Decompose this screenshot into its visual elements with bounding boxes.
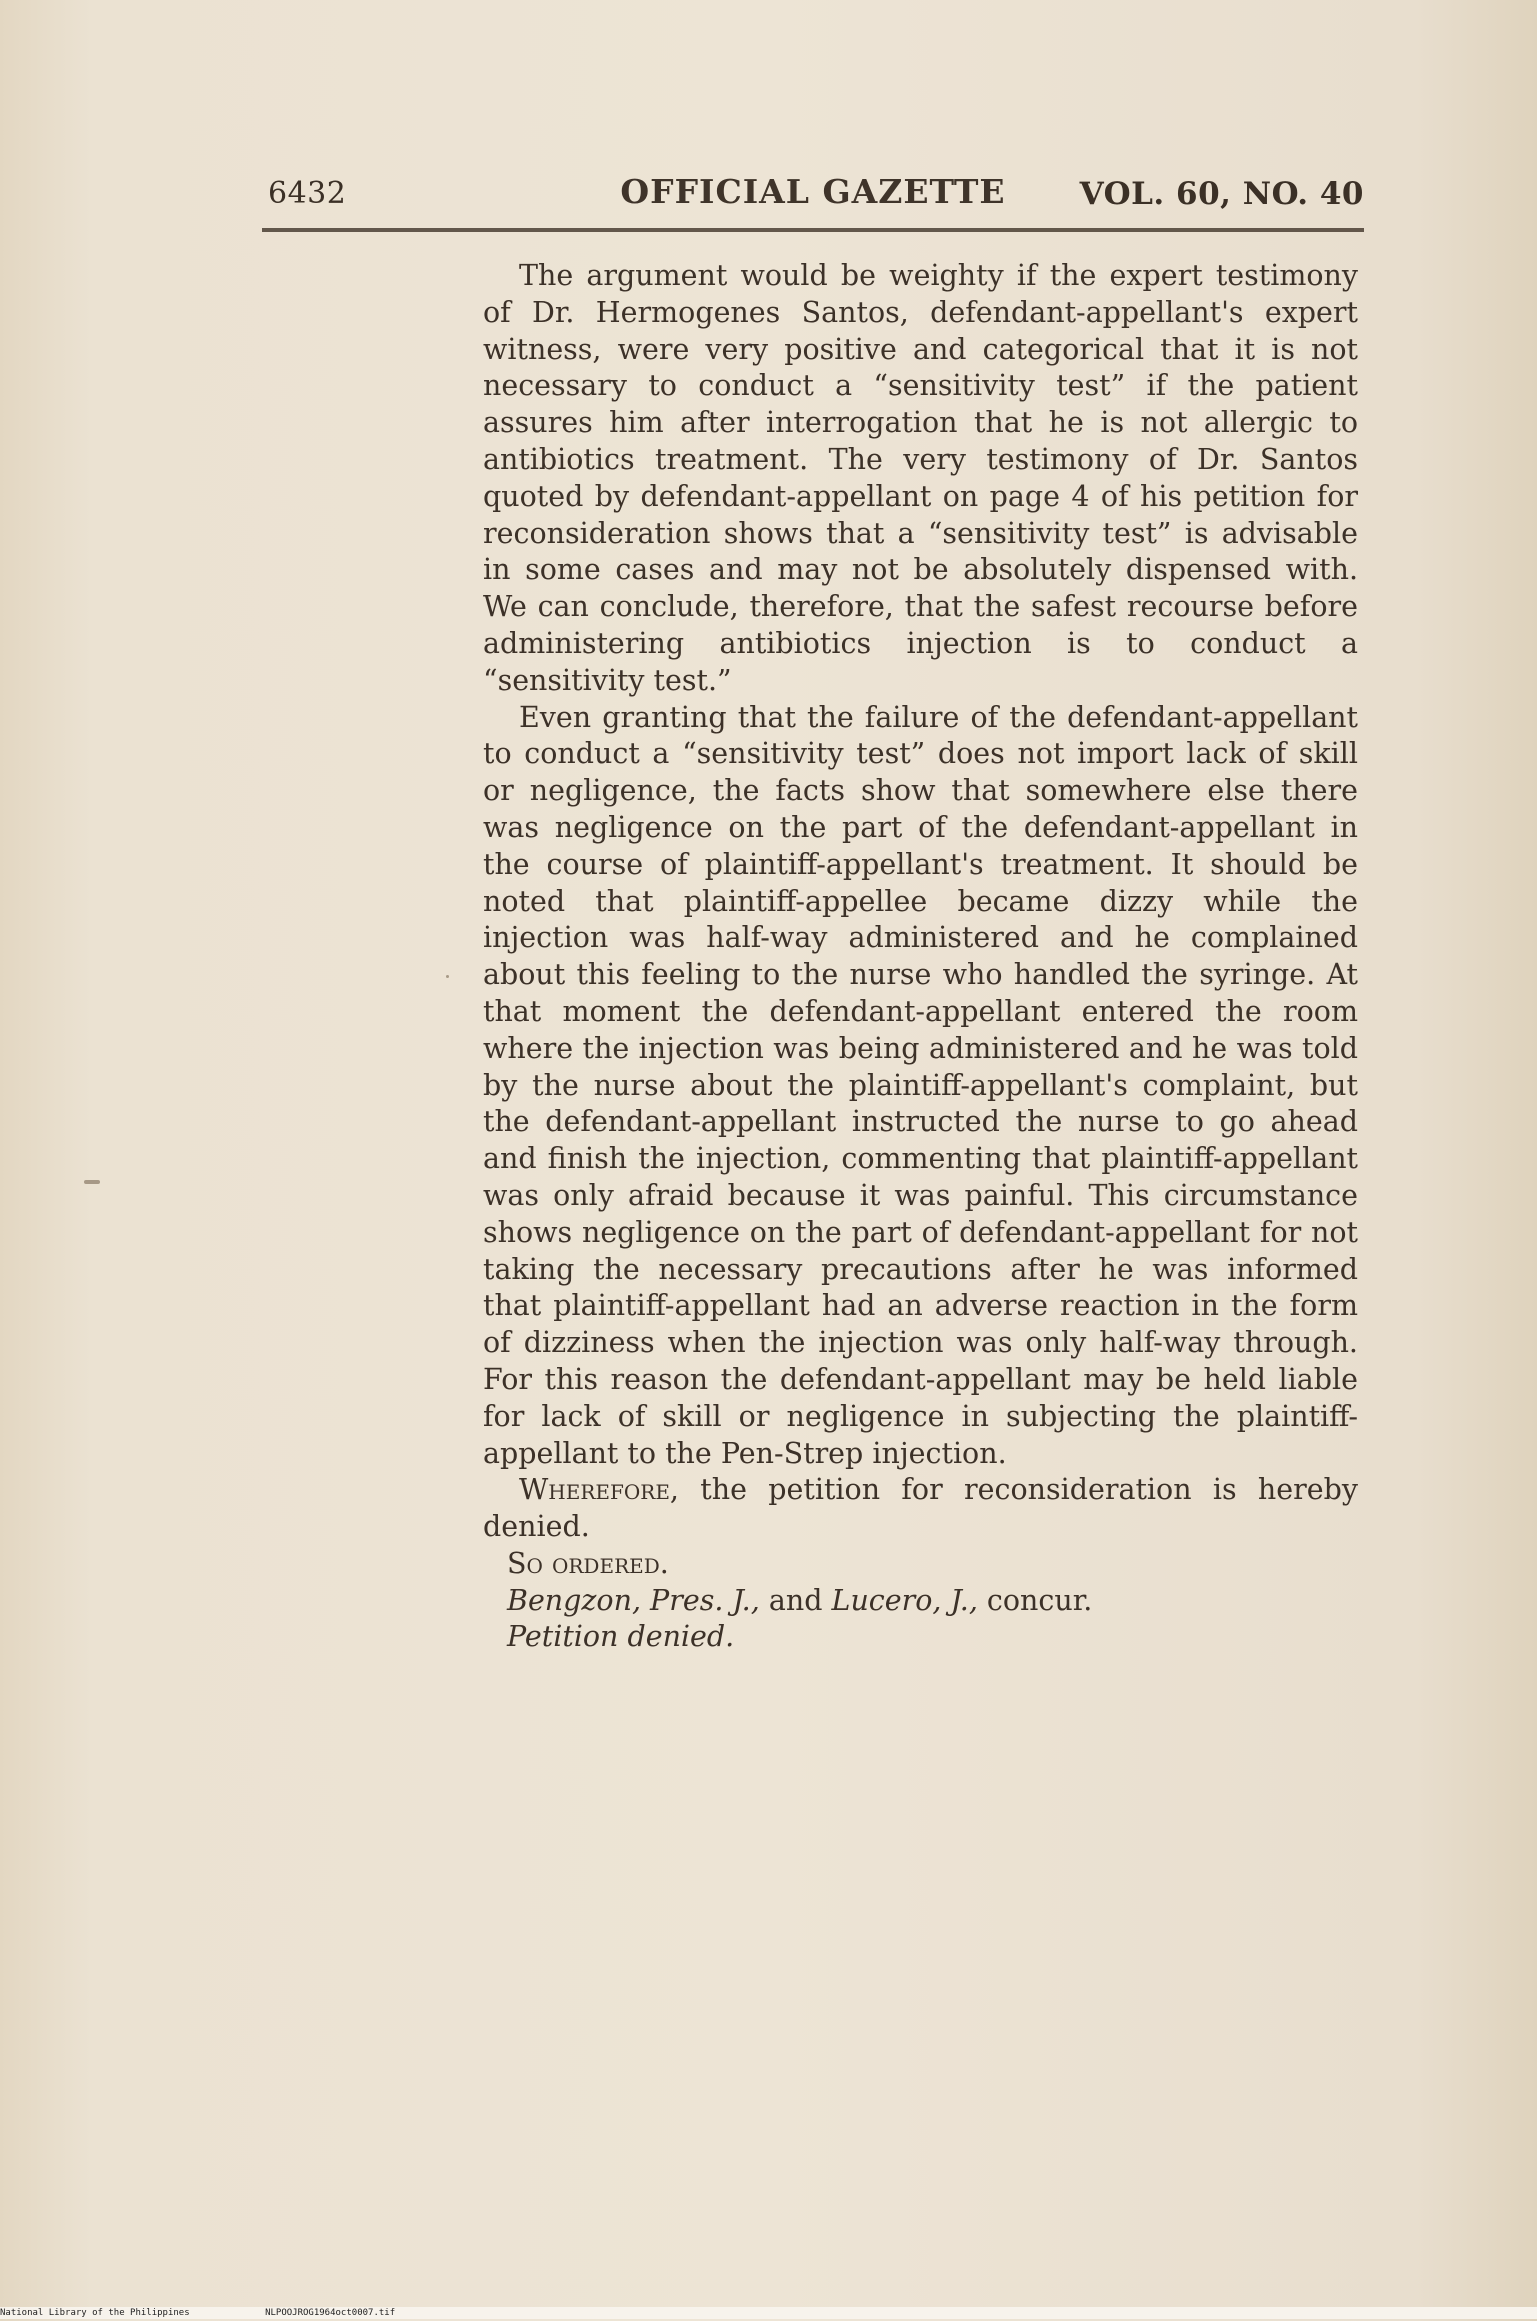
volume-number: VOL. 60, NO. 40 bbox=[1079, 176, 1364, 212]
margin-speck-small bbox=[446, 975, 449, 978]
concur-justice-1: Bengzon, Pres. J., bbox=[507, 1583, 760, 1617]
paragraph-negligence: Even granting that the failure of the defendant-appellant to conduct a “sensitivity test” does not import lack of skill or negligence, the facts show that somewhere else there was negligence on the part of the defendant-appellant in the course of plaintiff-appellant's treatment. It should be noted that plaintiff-appellee became dizzy while the injection was half-way administered and he complained about this feeling to the nurse who handled the syringe. At that moment the defendant-appellant entered the room where the injection was being administered and he was told by the nurse about the plaintiff-appellant's complaint, but the defendant-appellant instructed the nurse to go ahead and finish the injection, commenting that plaintiff-appellant was only afraid because it was painful. This circumstance shows negligence on the part of defendant-appellant for not taking the necessary precautions after he was informed that plaintiff-appellant had an adverse reaction in the form of dizziness when the injection was only half-way through. For this reason the defendant-appellant may be held liable for lack of skill or negligence in subjecting the plaintiff-appellant to the Pen-Strep injection. bbox=[483, 700, 1358, 1470]
concur-justice-2: Lucero, J., bbox=[831, 1583, 978, 1617]
wherefore-lead: Wherefore, bbox=[519, 1473, 679, 1507]
header-rule bbox=[262, 228, 1364, 232]
concurrence bbox=[483, 1583, 1358, 1620]
disposition: Petition denied. bbox=[507, 1620, 735, 1654]
so-ordered: So ordered. bbox=[507, 1546, 669, 1580]
running-title: OFFICIAL GAZETTE bbox=[620, 172, 1006, 211]
page-header bbox=[262, 172, 1364, 222]
paragraph-wherefore bbox=[483, 1472, 1358, 1546]
margin-speck bbox=[84, 1180, 100, 1184]
scan-file: NLPOOJROG1964oct0007.tif bbox=[265, 2308, 396, 2318]
concur-verb: concur. bbox=[977, 1583, 1093, 1617]
scan-source: National Library of the Philippines bbox=[0, 2308, 190, 2318]
scan-footer bbox=[0, 2307, 1537, 2319]
opinion-body bbox=[483, 258, 1358, 1656]
wherefore-rest: the petition for reconsideration is hereby denied. bbox=[483, 1473, 1358, 1544]
page-number: 6432 bbox=[268, 176, 347, 211]
concur-and: and bbox=[759, 1583, 832, 1617]
paragraph-argument: The argument would be weighty if the expert testimony of Dr. Hermogenes Santos, defendant-appellant's expert witness, were very positive and categorical that it is not necessary to conduct a “sensitivity test” if the patient assures him after interrogation that he is not allergic to antibiotics treatment. The very testimony of Dr. Santos quoted by defendant-appellant on page 4 of his petition for reconsideration shows that a “sensitivity test” is advisable in some cases and may not be absolutely dispensed with. We can conclude, therefore, that the safest recourse before administering antibiotics injection is to conduct a “sensitivity test.” bbox=[483, 259, 1358, 697]
